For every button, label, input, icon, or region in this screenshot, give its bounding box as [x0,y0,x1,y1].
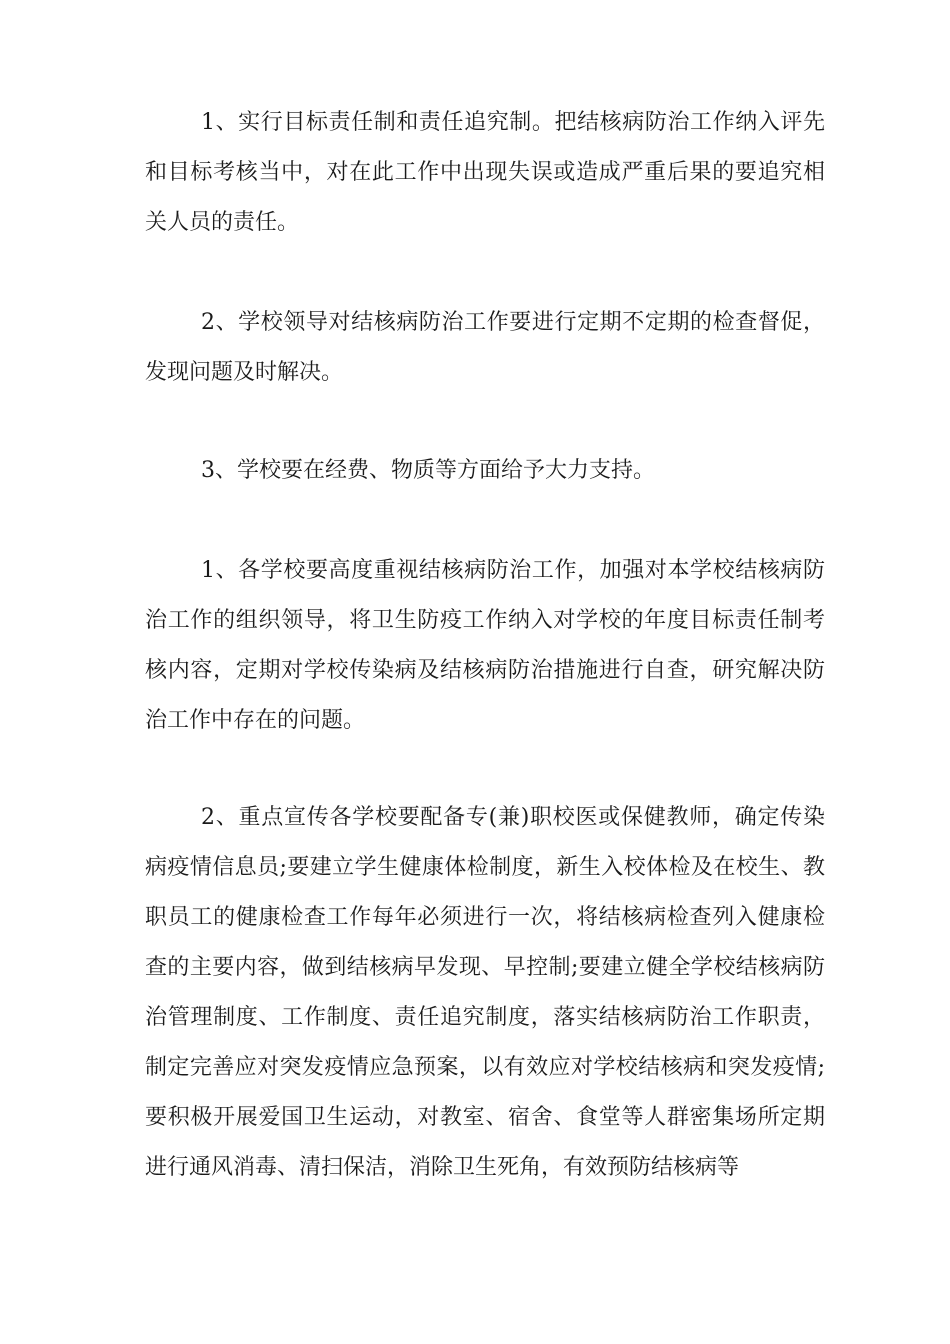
paragraph-4: 1、各学校要高度重视结核病防治工作，加强对本学校结核病防治工作的组织领导，将卫生防疫工作纳入对学校的年度目标责任制考核内容，定期对学校传染病及结核病防治措施进行自查，研究解决防治工作中存在的问题。 [145,558,825,733]
paragraph-1: 1、实行目标责任制和责任追究制。把结核病防治工作纳入评先和目标考核当中，对在此工作中出现失误或造成严重后果的要追究相关人员的责任。 [145,110,825,235]
paragraph-2: 2、学校领导对结核病防治工作要进行定期不定期的检查督促，发现问题及时解决。 [145,310,825,385]
paragraph-5: 2、重点宣传各学校要配备专(兼)职校医或保健教师，确定传染病疫情信息员;要建立学生健康体检制度，新生入校体检及在校生、教职员工的健康检查工作每年必须进行一次，将结核病检查列入健康检查的主要内容，做到结核病早发现、早控制;要建立健全学校结核病防治管理制度、工作制度、责任追究制度，落实结核病防治工作职责，制定完善应对突发疫情应急预案，以有效应对学校结核病和突发疫情;要积极开展爱国卫生运动，对教室、宿舍、食堂等人群密集场所定期进行通风消毒、清扫保洁，消除卫生死角，有效预防结核病等 [145,805,825,1180]
paragraph-3: 3、学校要在经费、物质等方面给予大力支持。 [201,458,655,483]
